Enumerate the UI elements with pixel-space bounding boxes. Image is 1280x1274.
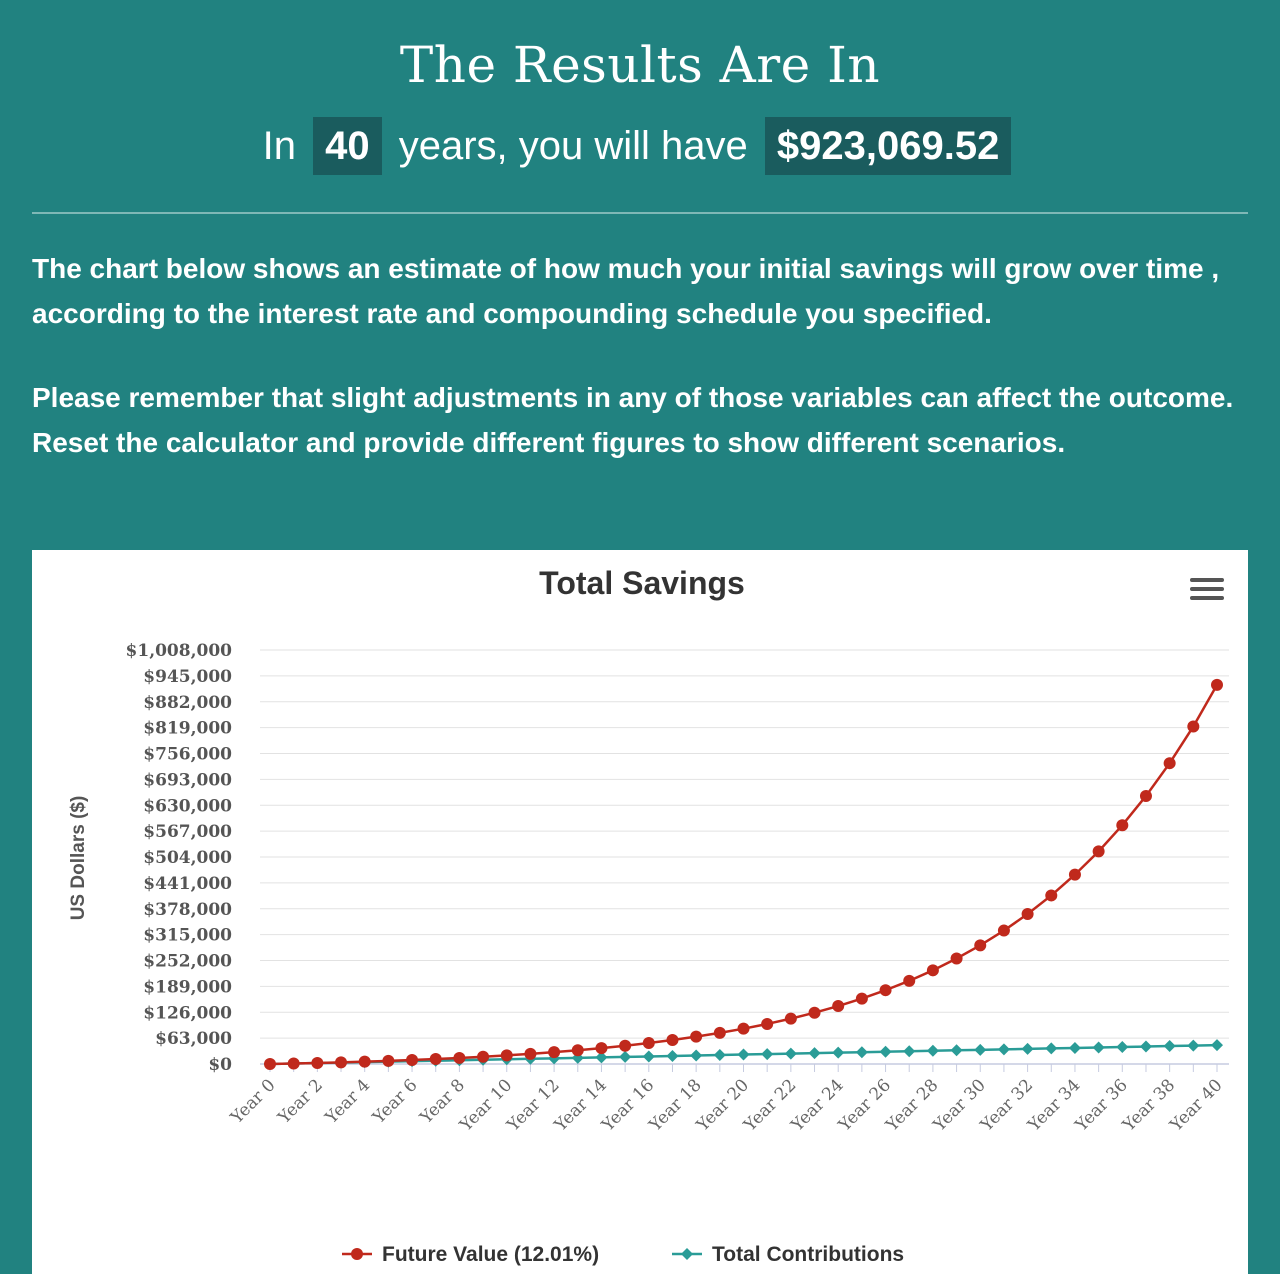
data-point <box>666 1050 678 1062</box>
x-tick-label: Year 22 <box>740 1075 801 1136</box>
legend-label: Total Contributions <box>712 1243 905 1266</box>
data-point <box>832 1000 844 1012</box>
data-point <box>738 1023 750 1035</box>
data-point <box>1164 1040 1176 1052</box>
data-point <box>595 1042 607 1054</box>
x-tick-label: Year 8 <box>416 1075 469 1128</box>
data-point <box>785 1048 797 1060</box>
x-tick-label: Year 16 <box>598 1075 659 1136</box>
summary-prefix: In <box>262 124 296 168</box>
data-point <box>974 1044 986 1056</box>
x-tick-label: Year 14 <box>550 1075 611 1136</box>
y-tick-label: $819,000 <box>143 718 232 739</box>
data-point <box>974 939 986 951</box>
data-point <box>359 1056 371 1068</box>
data-point <box>1045 1042 1057 1054</box>
years-value: 40 <box>313 117 382 175</box>
data-point <box>1093 1041 1105 1053</box>
x-tick-label: Year 40 <box>1166 1075 1227 1136</box>
data-point <box>1211 679 1223 691</box>
data-point <box>856 993 868 1005</box>
data-point <box>714 1027 726 1039</box>
data-point <box>288 1058 300 1070</box>
data-point <box>1164 757 1176 769</box>
data-point <box>1116 1041 1128 1053</box>
data-point <box>809 1007 821 1019</box>
data-point <box>406 1054 418 1066</box>
y-tick-label: $441,000 <box>143 873 232 894</box>
results-summary <box>0 116 1280 176</box>
data-point <box>666 1034 678 1046</box>
data-point <box>643 1050 655 1062</box>
y-tick-label: $252,000 <box>143 951 232 972</box>
y-tick-label: $126,000 <box>143 1003 232 1024</box>
data-point <box>690 1031 702 1043</box>
legend-label: Future Value (12.01%) <box>382 1243 600 1266</box>
menu-bar <box>1190 578 1224 582</box>
y-tick-label: $567,000 <box>143 822 232 843</box>
data-point <box>1069 869 1081 881</box>
chart-svg <box>32 550 1248 1274</box>
data-point <box>1093 845 1105 857</box>
data-point <box>335 1056 347 1068</box>
x-tick-label: Year 24 <box>787 1075 848 1136</box>
data-point <box>430 1053 442 1065</box>
data-point <box>832 1047 844 1059</box>
data-point <box>951 953 963 965</box>
future-amount-value: $923,069.52 <box>765 117 1011 175</box>
menu-bar <box>1190 596 1224 600</box>
data-point <box>1116 819 1128 831</box>
hamburger-menu-icon[interactable] <box>1190 578 1224 606</box>
y-tick-label: $630,000 <box>143 796 232 817</box>
y-tick-label: $693,000 <box>143 770 232 791</box>
data-point <box>1022 1043 1034 1055</box>
data-point <box>619 1051 631 1063</box>
data-point <box>856 1046 868 1058</box>
x-tick-label: Year 6 <box>369 1075 422 1128</box>
data-point <box>477 1051 489 1063</box>
data-point <box>619 1040 631 1052</box>
data-point <box>998 1043 1010 1055</box>
adjustment-note: Please remember that slight adjustments in any of those variables can affect the outcome. Reset the calculator and provide different figures to show different scenarios. <box>32 382 1234 458</box>
x-tick-label: Year 0 <box>226 1075 280 1128</box>
data-point <box>572 1044 584 1056</box>
x-tick-label: Year 32 <box>976 1075 1038 1136</box>
data-point <box>548 1046 560 1058</box>
data-point <box>761 1018 773 1030</box>
y-axis-title: US Dollars ($) <box>68 795 89 921</box>
y-tick-label: $1,008,000 <box>125 641 232 661</box>
data-point <box>453 1052 465 1064</box>
data-point <box>311 1057 323 1069</box>
x-tick-label: Year 2 <box>274 1075 327 1128</box>
data-point <box>1022 908 1034 920</box>
legend-marker <box>681 1248 693 1260</box>
x-tick-label: Year 26 <box>834 1075 896 1136</box>
data-point <box>785 1013 797 1025</box>
data-point <box>714 1049 726 1061</box>
y-tick-label: $63,000 <box>155 1029 232 1050</box>
data-point <box>690 1049 702 1061</box>
y-tick-label: $378,000 <box>143 899 232 920</box>
y-tick-label: $189,000 <box>143 977 232 998</box>
data-point <box>927 1045 939 1057</box>
x-tick-label: Year 28 <box>882 1075 943 1136</box>
x-tick-label: Year 12 <box>503 1075 564 1136</box>
page-title: The Results Are In <box>399 36 881 94</box>
x-tick-label: Year 34 <box>1024 1075 1085 1136</box>
chart-description: The chart below shows an estimate of how much your initial savings will grow over time , according to the interest rate and compounding schedule you specified. <box>32 253 1220 329</box>
y-tick-label: $504,000 <box>143 848 232 868</box>
section-divider <box>32 212 1248 214</box>
menu-bar <box>1190 587 1224 591</box>
data-point <box>1045 889 1057 901</box>
data-point <box>738 1049 750 1061</box>
x-tick-label: Year 20 <box>692 1075 754 1136</box>
legend-marker <box>351 1248 363 1260</box>
data-point <box>1140 1041 1152 1053</box>
y-tick-label: $945,000 <box>143 666 232 687</box>
data-point <box>1211 1039 1223 1051</box>
data-point <box>880 1046 892 1058</box>
data-point <box>643 1037 655 1049</box>
x-tick-label: Year 10 <box>456 1075 517 1136</box>
x-tick-label: Year 38 <box>1119 1075 1180 1136</box>
data-point <box>903 1045 915 1057</box>
x-tick-label: Year 30 <box>929 1075 990 1136</box>
total-savings-chart <box>32 550 1248 1274</box>
x-tick-label: Year 4 <box>321 1075 375 1128</box>
data-point <box>501 1049 513 1061</box>
data-point <box>761 1048 773 1060</box>
y-tick-label: $0 <box>208 1055 232 1075</box>
x-tick-label: Year 36 <box>1071 1075 1132 1136</box>
data-point <box>524 1048 536 1060</box>
y-tick-label: $756,000 <box>143 744 232 765</box>
y-tick-label: $882,000 <box>143 692 232 713</box>
data-point <box>1187 720 1199 732</box>
data-point <box>1140 790 1152 802</box>
data-point <box>951 1044 963 1056</box>
data-point <box>382 1055 394 1067</box>
data-point <box>809 1047 821 1059</box>
data-point <box>264 1058 276 1070</box>
data-point <box>1187 1040 1199 1052</box>
chart-title: Total Savings <box>539 565 745 601</box>
summary-middle: years, you will have <box>398 124 748 168</box>
data-point <box>903 975 915 987</box>
data-point <box>880 984 892 996</box>
data-point <box>1069 1042 1081 1054</box>
x-tick-label: Year 18 <box>645 1075 706 1136</box>
y-tick-label: $315,000 <box>143 925 232 946</box>
data-point <box>998 925 1010 937</box>
data-point <box>927 964 939 976</box>
